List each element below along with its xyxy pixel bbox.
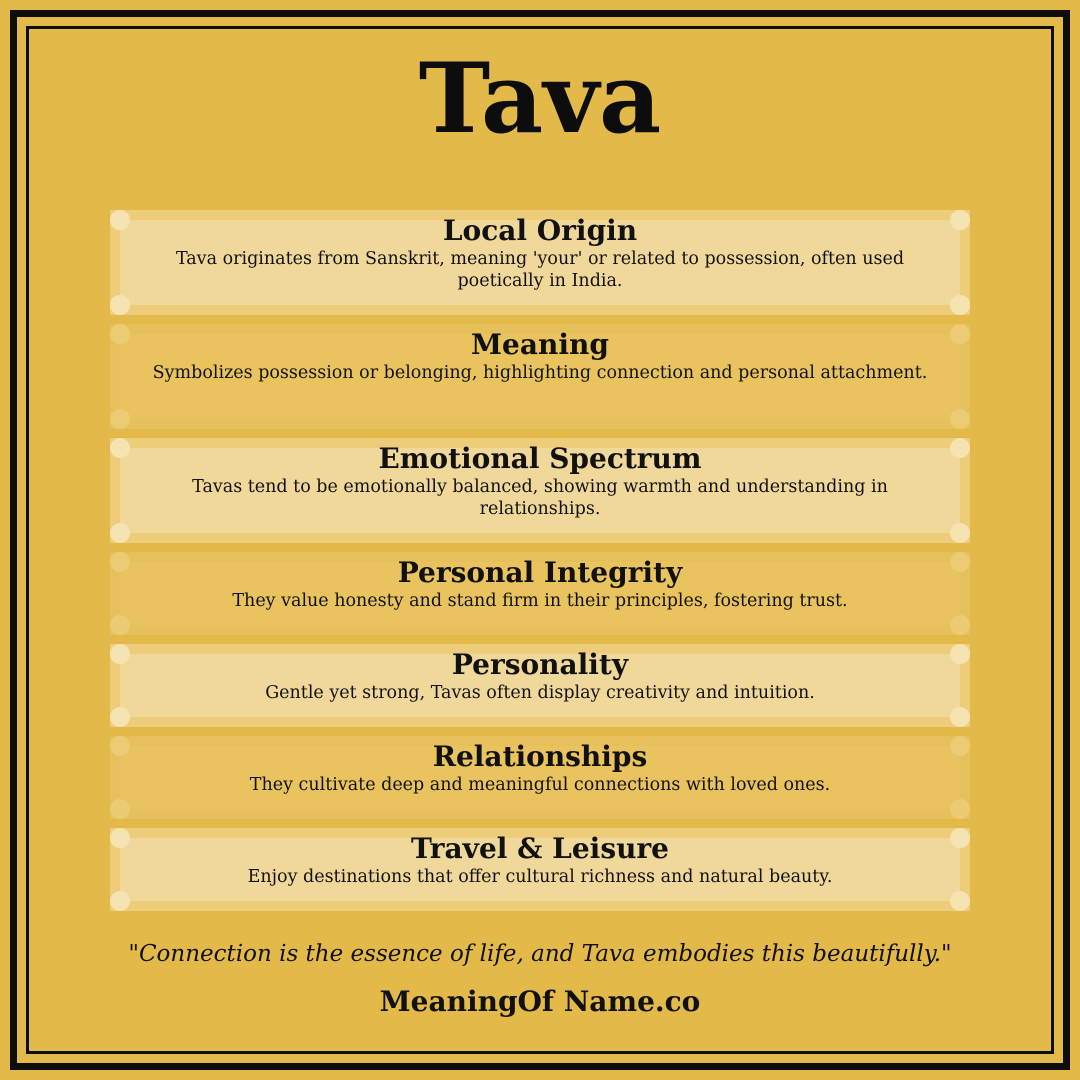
card-text: Tavas tend to be emotionally balanced, showing warmth and understanding in relationships. [192, 477, 888, 519]
card-title: Travel & Leisure [410, 832, 669, 865]
quote: "Connection is the essence of life, and Tava embodies this beautifully." [128, 941, 952, 967]
card-relationships [110, 736, 970, 819]
card-travel-leisure [110, 828, 970, 911]
card-text: They cultivate deep and meaningful connections with loved ones. [249, 775, 831, 795]
card-text: Symbolizes possession or belonging, highlighting connection and personal attachment. [152, 363, 928, 383]
card-meaning [110, 324, 970, 429]
card-title: Local Origin [442, 214, 638, 247]
card-personality [110, 644, 970, 727]
card-text: They value honesty and stand firm in their principles, fostering trust. [232, 591, 848, 611]
card-title: Relationships [432, 740, 648, 773]
card-list [110, 210, 970, 920]
card-title: Emotional Spectrum [378, 442, 702, 475]
card-personal-integrity [110, 552, 970, 635]
card-title: Meaning [471, 328, 609, 361]
card-title: Personal Integrity [397, 556, 683, 589]
card-emotional-spectrum [110, 438, 970, 543]
card-text: Tava originates from Sanskrit, meaning 'your' or related to possession, often used poetically in India. [175, 249, 905, 291]
card-text: Enjoy destinations that offer cultural richness and natural beauty. [247, 867, 833, 887]
card-title: Personality [451, 648, 629, 681]
card-text: Gentle yet strong, Tavas often display creativity and intuition. [265, 683, 815, 703]
site-name: MeaningOf Name.co [379, 985, 701, 1018]
card-local-origin [110, 210, 970, 315]
page-title: Tava [418, 42, 662, 155]
